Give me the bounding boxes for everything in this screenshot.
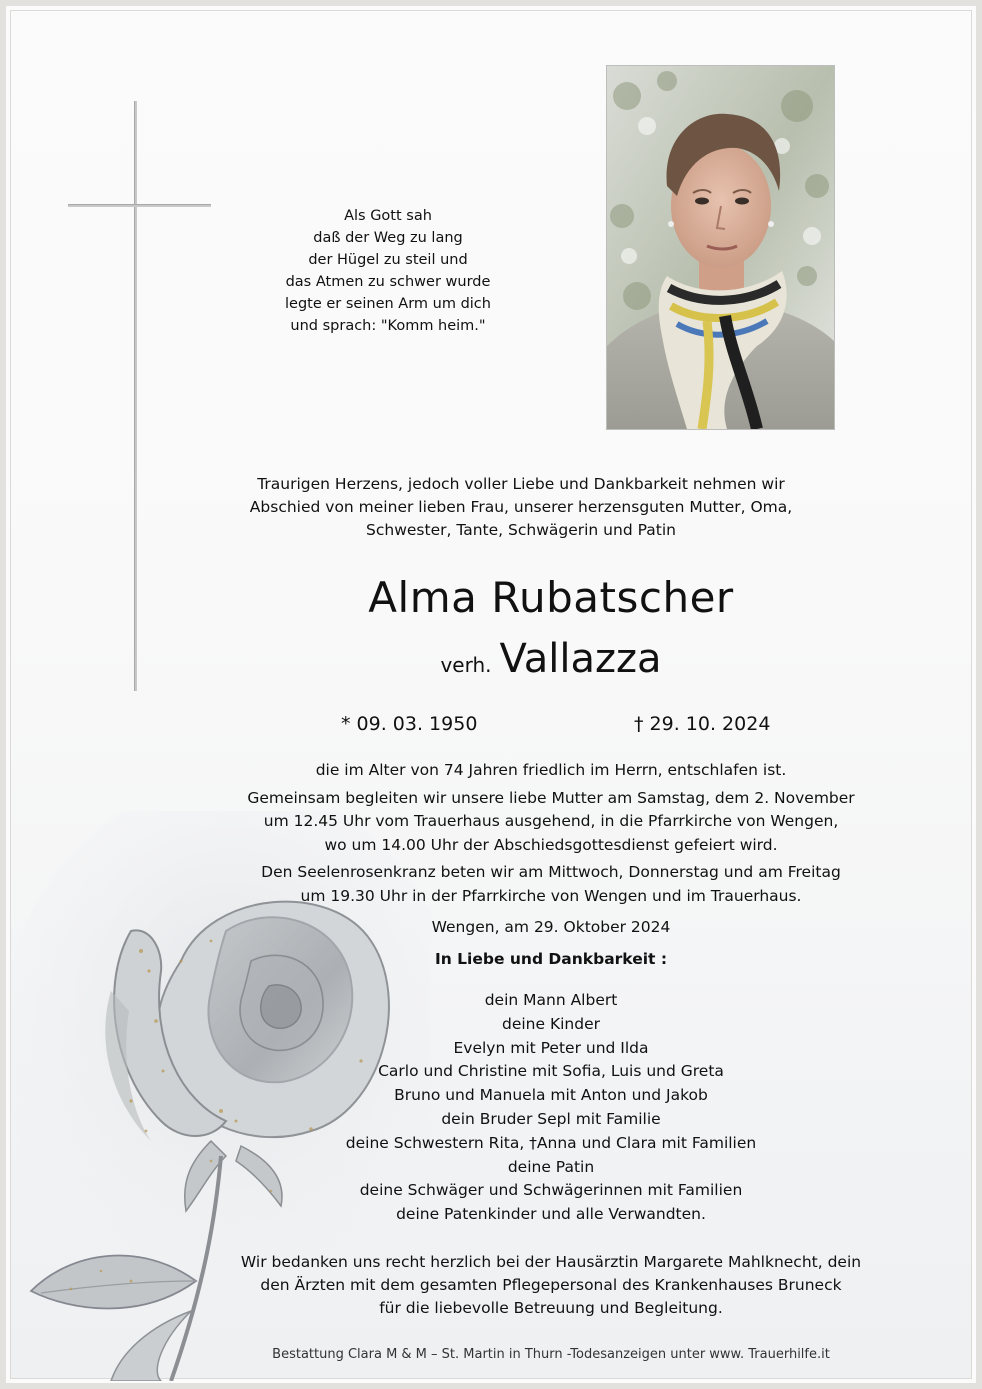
thanks-line: den Ärzten mit dem gesamten Pflegepersonal des Krankenhauses Bruneck — [260, 1276, 842, 1294]
funeral-line: um 12.45 Uhr vom Trauerhaus ausgehend, in die Pfarrkirche von Wengen, — [263, 812, 839, 830]
poem-line: das Atmen zu schwer wurde — [285, 274, 491, 290]
portrait-photo — [606, 65, 835, 430]
intro-line: Abschied von meiner lieben Frau, unserer herzensguten Mutter, Oma, — [249, 498, 793, 516]
intro-line: Traurigen Herzens, jedoch voller Liebe und Dankbarkeit nehmen wir — [257, 475, 785, 493]
funeral-line: Gemeinsam begleiten wir unsere liebe Mutter am Samstag, dem 2. November — [247, 788, 855, 807]
announcement-body — [161, 759, 941, 971]
family-line: Carlo und Christine mit Sofia, Luis und Greta — [378, 1062, 724, 1081]
thanks-line: Wir bedanken uns recht herzlich bei der Hausärztin Margarete Mahlknecht, dein — [240, 1253, 862, 1271]
family-line: deine Patenkinder und alle Verwandten. — [396, 1205, 706, 1224]
place-date: Wengen, am 29. Oktober 2024 — [431, 918, 671, 936]
family-line: dein Mann Albert — [484, 991, 618, 1009]
family-line: dein Bruder Sepl mit Familie — [441, 1109, 661, 1128]
portrait-illustration — [607, 66, 834, 429]
poem-line: der Hügel zu steil und — [308, 252, 468, 268]
thanks-line: für die liebevolle Betreuung und Begleitung. — [379, 1299, 723, 1317]
family-list — [161, 989, 941, 1227]
death-date: † 29. 10. 2024 — [634, 713, 771, 735]
cross-vertical-bar — [134, 101, 136, 691]
closing-heading: In Liebe und Dankbarkeit : — [434, 949, 668, 968]
deceased-name: Alma Rubatscher — [368, 573, 734, 622]
poem-line: Als Gott sah — [344, 208, 432, 224]
rosary-line: um 19.30 Uhr in der Pfarrkirche von Wengen und im Trauerhaus. — [300, 886, 802, 905]
family-line: Bruno und Manuela mit Anton und Jakob — [394, 1086, 708, 1105]
intro-text — [161, 473, 881, 542]
poem-line: und sprach: "Komm heim." — [290, 318, 486, 334]
married-prefix: verh. — [440, 653, 492, 677]
thanks-text — [161, 1251, 941, 1320]
family-line: deine Schwestern Rita, †Anna und Clara mit Familien — [345, 1133, 757, 1152]
family-line: Evelyn mit Peter und Ilda — [453, 1038, 649, 1057]
age-line: die im Alter von 74 Jahren friedlich im Herrn, entschlafen ist. — [315, 761, 787, 779]
birth-date: * 09. 03. 1950 — [341, 713, 478, 735]
rosary-line: Den Seelenrosenkranz beten wir am Mittwoch, Donnerstag und am Freitag — [261, 863, 841, 881]
poem-line: legte er seinen Arm um dich — [285, 296, 491, 312]
intro-line: Schwester, Tante, Schwägerin und Patin — [366, 521, 676, 539]
poem-line: daß der Weg zu lang — [313, 230, 463, 246]
family-line: deine Schwäger und Schwägerinnen mit Familien — [359, 1181, 743, 1200]
footer-credit: Bestattung Clara M & M – St. Martin in Thurn -Todesanzeigen unter www. Trauerhilfe.it — [272, 1347, 830, 1362]
family-line: deine Kinder — [501, 1014, 600, 1033]
family-line: deine Patin — [507, 1157, 595, 1176]
poem — [273, 205, 503, 337]
married-name — [161, 634, 941, 692]
married-surname: Vallazza — [499, 636, 662, 682]
cross-horizontal-bar — [68, 204, 211, 206]
card-frame — [10, 10, 972, 1379]
funeral-line: wo um 14.00 Uhr der Abschiedsgottesdienst gefeiert wird. — [324, 835, 778, 854]
